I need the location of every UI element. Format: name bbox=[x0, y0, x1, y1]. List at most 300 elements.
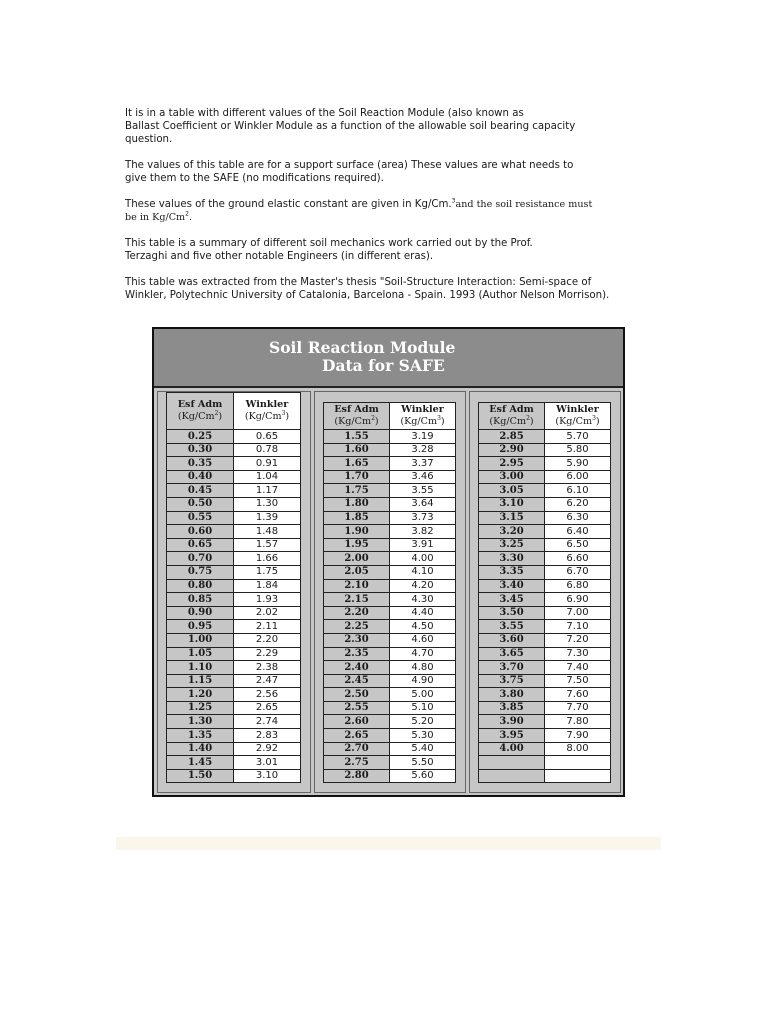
table-row bbox=[167, 769, 301, 783]
esf-adm-cell: 2.20 bbox=[324, 606, 390, 620]
esf-adm-cell: 0.55 bbox=[167, 511, 234, 525]
table-row bbox=[479, 497, 611, 511]
winkler-cell: 2.11 bbox=[234, 620, 301, 634]
esf-adm-cell: 3.20 bbox=[479, 525, 545, 539]
winkler-cell: 7.80 bbox=[545, 715, 611, 729]
table-row bbox=[324, 606, 456, 620]
header-winkler-unit-exp: 3 bbox=[592, 414, 596, 422]
header-esf-unit-close: ) bbox=[374, 416, 379, 427]
winkler-cell: 5.60 bbox=[390, 769, 456, 783]
winkler-cell: 0.65 bbox=[234, 430, 301, 444]
winkler-cell: 2.02 bbox=[234, 606, 301, 620]
winkler-cell: 3.91 bbox=[390, 538, 456, 552]
esf-adm-cell: 1.40 bbox=[167, 742, 234, 756]
table-row bbox=[479, 443, 611, 457]
table-row bbox=[324, 674, 456, 688]
table-row bbox=[479, 593, 611, 607]
header-esf-unit-base: (Kg/Cm bbox=[334, 416, 372, 427]
esf-adm-cell: 1.65 bbox=[324, 457, 390, 471]
winkler-cell: 2.92 bbox=[234, 742, 301, 756]
winkler-cell: 6.50 bbox=[545, 538, 611, 552]
winkler-cell: 2.47 bbox=[234, 674, 301, 688]
header-esf-unit-base: (Kg/Cm bbox=[177, 411, 215, 422]
table-row bbox=[324, 579, 456, 593]
intro-paragraph-5 bbox=[125, 276, 645, 302]
table-row bbox=[324, 443, 456, 457]
winkler-cell: 1.66 bbox=[234, 552, 301, 566]
esf-adm-cell: 3.80 bbox=[479, 688, 545, 702]
esf-adm-cell: 2.25 bbox=[324, 620, 390, 634]
winkler-cell: 3.19 bbox=[390, 430, 456, 444]
table-row bbox=[324, 511, 456, 525]
winkler-cell: 3.37 bbox=[390, 457, 456, 471]
soil-data-table bbox=[478, 402, 611, 783]
winkler-cell: 4.20 bbox=[390, 579, 456, 593]
bottom-band bbox=[116, 837, 661, 850]
table-row bbox=[324, 729, 456, 743]
figure-header bbox=[154, 329, 623, 388]
winkler-cell: 7.30 bbox=[545, 647, 611, 661]
table-row bbox=[324, 484, 456, 498]
winkler-cell: 2.38 bbox=[234, 661, 301, 675]
winkler-cell: 5.40 bbox=[390, 742, 456, 756]
winkler-cell: 4.00 bbox=[390, 552, 456, 566]
winkler-cell: 1.93 bbox=[234, 593, 301, 607]
esf-adm-cell: 2.55 bbox=[324, 701, 390, 715]
blank-esf-cell bbox=[479, 769, 545, 783]
winkler-cell: 3.10 bbox=[234, 769, 301, 783]
esf-adm-cell: 2.70 bbox=[324, 742, 390, 756]
esf-adm-cell: 1.30 bbox=[167, 715, 234, 729]
esf-adm-cell: 0.80 bbox=[167, 579, 234, 593]
table-row bbox=[479, 565, 611, 579]
header-esf-unit bbox=[324, 416, 389, 428]
winkler-cell: 3.01 bbox=[234, 756, 301, 770]
esf-adm-cell: 0.70 bbox=[167, 552, 234, 566]
table-row bbox=[324, 742, 456, 756]
table-header-row bbox=[324, 403, 456, 430]
header-winkler-unit-close: ) bbox=[285, 411, 290, 422]
header-esf-label: Esf Adm bbox=[177, 399, 223, 410]
blank-winkler-cell bbox=[545, 756, 611, 770]
esf-adm-cell: 2.75 bbox=[324, 756, 390, 770]
header-esf-unit bbox=[479, 416, 544, 428]
esf-adm-cell: 1.00 bbox=[167, 633, 234, 647]
winkler-cell: 7.20 bbox=[545, 633, 611, 647]
table-row bbox=[167, 470, 301, 484]
winkler-cell: 7.10 bbox=[545, 620, 611, 634]
header-esf-unit-base: (Kg/Cm bbox=[489, 416, 527, 427]
esf-adm-cell: 1.75 bbox=[324, 484, 390, 498]
esf-adm-cell: 3.00 bbox=[479, 470, 545, 484]
winkler-cell: 5.20 bbox=[390, 715, 456, 729]
winkler-cell: 3.73 bbox=[390, 511, 456, 525]
intro-paragraph-3 bbox=[125, 198, 645, 224]
esf-adm-cell: 3.15 bbox=[479, 511, 545, 525]
header-esf-unit-exp: 2 bbox=[526, 414, 530, 422]
esf-adm-cell: 2.65 bbox=[324, 729, 390, 743]
table-row bbox=[324, 552, 456, 566]
winkler-cell: 5.10 bbox=[390, 701, 456, 715]
winkler-cell: 1.17 bbox=[234, 484, 301, 498]
winkler-cell: 6.70 bbox=[545, 565, 611, 579]
table-header-row bbox=[167, 393, 301, 430]
table-row bbox=[167, 484, 301, 498]
table-panel-1 bbox=[157, 391, 311, 793]
table-row bbox=[167, 647, 301, 661]
header-esf-adm bbox=[167, 393, 234, 430]
table-row bbox=[479, 470, 611, 484]
table-row bbox=[324, 430, 456, 444]
winkler-cell: 3.46 bbox=[390, 470, 456, 484]
header-winkler-label: Winkler bbox=[401, 404, 444, 415]
esf-adm-cell: 1.85 bbox=[324, 511, 390, 525]
esf-adm-cell: 0.35 bbox=[167, 457, 234, 471]
header-winkler-unit bbox=[390, 416, 455, 428]
esf-adm-cell: 3.60 bbox=[479, 633, 545, 647]
esf-adm-cell: 0.60 bbox=[167, 525, 234, 539]
esf-adm-cell: 0.50 bbox=[167, 497, 234, 511]
winkler-cell: 7.50 bbox=[545, 674, 611, 688]
esf-adm-cell: 3.55 bbox=[479, 620, 545, 634]
table-row bbox=[324, 565, 456, 579]
header-esf-adm bbox=[324, 403, 390, 430]
winkler-cell: 1.39 bbox=[234, 511, 301, 525]
table-row bbox=[324, 688, 456, 702]
esf-adm-cell: 1.05 bbox=[167, 647, 234, 661]
winkler-cell: 4.80 bbox=[390, 661, 456, 675]
table-row bbox=[479, 647, 611, 661]
header-winkler-label: Winkler bbox=[245, 399, 289, 410]
winkler-cell: 7.90 bbox=[545, 729, 611, 743]
intro-p5-line2: Winkler, Polytechnic University of Catalonia, Barcelona - Spain. 1993 (Author Nelson Morrison). bbox=[125, 290, 610, 301]
header-winkler-unit-base: (Kg/Cm bbox=[555, 416, 593, 427]
table-row bbox=[167, 538, 301, 552]
esf-adm-cell: 1.80 bbox=[324, 497, 390, 511]
table-row bbox=[324, 756, 456, 770]
winkler-cell: 7.60 bbox=[545, 688, 611, 702]
table-row bbox=[167, 756, 301, 770]
header-winkler-unit bbox=[234, 411, 300, 423]
intro-p2-line1: The values of this table are for a support surface (area) These values are what needs to bbox=[125, 160, 574, 171]
header-esf-unit-close: ) bbox=[529, 416, 534, 427]
winkler-cell: 5.70 bbox=[545, 430, 611, 444]
table-row bbox=[324, 470, 456, 484]
header-winkler-unit-close: ) bbox=[595, 416, 600, 427]
header-esf-unit-close: ) bbox=[218, 411, 223, 422]
table-row bbox=[324, 661, 456, 675]
table-row bbox=[324, 593, 456, 607]
winkler-cell: 2.74 bbox=[234, 715, 301, 729]
winkler-cell: 6.00 bbox=[545, 470, 611, 484]
winkler-cell: 5.90 bbox=[545, 457, 611, 471]
winkler-cell: 4.40 bbox=[390, 606, 456, 620]
esf-adm-cell: 1.15 bbox=[167, 674, 234, 688]
winkler-cell: 1.84 bbox=[234, 579, 301, 593]
blank-winkler-cell bbox=[545, 769, 611, 783]
intro-p4-line2: Terzaghi and five other notable Engineers (in different eras). bbox=[125, 251, 434, 262]
esf-adm-cell: 1.90 bbox=[324, 525, 390, 539]
winkler-cell: 7.70 bbox=[545, 701, 611, 715]
header-winkler-unit-close: ) bbox=[440, 416, 445, 427]
esf-adm-cell: 1.20 bbox=[167, 688, 234, 702]
winkler-cell: 5.80 bbox=[545, 443, 611, 457]
winkler-cell: 1.30 bbox=[234, 497, 301, 511]
winkler-cell: 4.30 bbox=[390, 593, 456, 607]
header-esf-unit bbox=[167, 411, 233, 423]
table-row bbox=[479, 511, 611, 525]
esf-adm-cell: 2.80 bbox=[324, 769, 390, 783]
header-esf-adm bbox=[479, 403, 545, 430]
esf-adm-cell: 2.90 bbox=[479, 443, 545, 457]
winkler-cell: 5.00 bbox=[390, 688, 456, 702]
table-row bbox=[479, 661, 611, 675]
winkler-cell: 2.29 bbox=[234, 647, 301, 661]
table-row bbox=[479, 620, 611, 634]
table-row bbox=[479, 688, 611, 702]
table-row bbox=[324, 457, 456, 471]
winkler-cell: 3.28 bbox=[390, 443, 456, 457]
winkler-cell: 1.04 bbox=[234, 470, 301, 484]
esf-adm-cell: 3.05 bbox=[479, 484, 545, 498]
winkler-cell: 5.30 bbox=[390, 729, 456, 743]
esf-adm-cell: 3.50 bbox=[479, 606, 545, 620]
winkler-cell: 3.64 bbox=[390, 497, 456, 511]
table-row bbox=[167, 552, 301, 566]
esf-adm-cell: 3.25 bbox=[479, 538, 545, 552]
winkler-cell: 6.90 bbox=[545, 593, 611, 607]
intro-p1-line2: Ballast Coefficient or Winkler Module as a function of the allowable soil bearing capacity bbox=[125, 121, 576, 132]
winkler-cell: 2.83 bbox=[234, 729, 301, 743]
winkler-cell: 7.40 bbox=[545, 661, 611, 675]
winkler-cell: 1.48 bbox=[234, 525, 301, 539]
esf-adm-cell: 0.25 bbox=[167, 430, 234, 444]
header-esf-unit-exp: 2 bbox=[371, 414, 375, 422]
esf-adm-cell: 0.75 bbox=[167, 565, 234, 579]
esf-adm-cell: 1.10 bbox=[167, 661, 234, 675]
table-row bbox=[167, 633, 301, 647]
table-row bbox=[167, 606, 301, 620]
esf-adm-cell: 3.70 bbox=[479, 661, 545, 675]
header-winkler-unit-exp: 3 bbox=[437, 414, 441, 422]
esf-adm-cell: 0.45 bbox=[167, 484, 234, 498]
table-row bbox=[324, 715, 456, 729]
winkler-cell: 4.70 bbox=[390, 647, 456, 661]
soil-reaction-table-figure bbox=[152, 327, 625, 797]
esf-adm-cell: 0.40 bbox=[167, 470, 234, 484]
esf-adm-cell: 2.15 bbox=[324, 593, 390, 607]
table-row bbox=[167, 443, 301, 457]
winkler-cell: 6.80 bbox=[545, 579, 611, 593]
winkler-cell: 4.50 bbox=[390, 620, 456, 634]
table-row bbox=[167, 579, 301, 593]
esf-adm-cell: 1.45 bbox=[167, 756, 234, 770]
table-row bbox=[167, 701, 301, 715]
table-row bbox=[167, 688, 301, 702]
table-row bbox=[167, 729, 301, 743]
esf-adm-cell: 3.75 bbox=[479, 674, 545, 688]
winkler-cell: 4.10 bbox=[390, 565, 456, 579]
table-row bbox=[479, 729, 611, 743]
intro-p3-sup1: 3 bbox=[451, 197, 456, 205]
intro-p3-a: These values of the ground elastic constant are given in Kg/Cm. bbox=[125, 199, 452, 210]
esf-adm-cell: 0.90 bbox=[167, 606, 234, 620]
esf-adm-cell: 1.35 bbox=[167, 729, 234, 743]
winkler-cell: 6.40 bbox=[545, 525, 611, 539]
esf-adm-cell: 1.25 bbox=[167, 701, 234, 715]
esf-adm-cell: 0.65 bbox=[167, 538, 234, 552]
table-row bbox=[167, 742, 301, 756]
esf-adm-cell: 3.30 bbox=[479, 552, 545, 566]
winkler-cell: 6.60 bbox=[545, 552, 611, 566]
soil-data-table bbox=[323, 402, 456, 783]
esf-adm-cell: 2.00 bbox=[324, 552, 390, 566]
winkler-cell: 8.00 bbox=[545, 742, 611, 756]
esf-adm-cell: 2.10 bbox=[324, 579, 390, 593]
soil-data-table bbox=[166, 392, 301, 783]
esf-adm-cell: 3.90 bbox=[479, 715, 545, 729]
intro-paragraph-1 bbox=[125, 107, 645, 146]
header-winkler-unit bbox=[545, 416, 610, 428]
winkler-cell: 6.10 bbox=[545, 484, 611, 498]
intro-p3-d: . bbox=[188, 212, 193, 223]
table-row bbox=[167, 565, 301, 579]
intro-p3-sup2: 2 bbox=[185, 210, 189, 218]
winkler-cell: 2.20 bbox=[234, 633, 301, 647]
esf-adm-cell: 3.10 bbox=[479, 497, 545, 511]
table-row bbox=[167, 593, 301, 607]
esf-adm-cell: 3.35 bbox=[479, 565, 545, 579]
winkler-cell: 6.30 bbox=[545, 511, 611, 525]
esf-adm-cell: 2.40 bbox=[324, 661, 390, 675]
winkler-cell: 4.60 bbox=[390, 633, 456, 647]
blank-row bbox=[479, 756, 611, 770]
figure-title-line2: Data for SAFE bbox=[322, 356, 445, 375]
esf-adm-cell: 1.70 bbox=[324, 470, 390, 484]
intro-p3-c: be in Kg/Cm bbox=[125, 212, 186, 223]
header-winkler bbox=[545, 403, 611, 430]
esf-adm-cell: 1.60 bbox=[324, 443, 390, 457]
esf-adm-cell: 0.85 bbox=[167, 593, 234, 607]
header-winkler-unit-exp: 3 bbox=[281, 409, 286, 417]
esf-adm-cell: 3.95 bbox=[479, 729, 545, 743]
winkler-cell: 2.56 bbox=[234, 688, 301, 702]
esf-adm-cell: 3.45 bbox=[479, 593, 545, 607]
table-row bbox=[324, 701, 456, 715]
intro-text bbox=[125, 107, 645, 315]
esf-adm-cell: 0.30 bbox=[167, 443, 234, 457]
winkler-cell: 1.75 bbox=[234, 565, 301, 579]
esf-adm-cell: 2.50 bbox=[324, 688, 390, 702]
table-row bbox=[479, 525, 611, 539]
table-row bbox=[479, 633, 611, 647]
esf-adm-cell: 1.50 bbox=[167, 769, 234, 783]
header-winkler-unit-base: (Kg/Cm bbox=[244, 411, 282, 422]
table-row bbox=[167, 674, 301, 688]
table-row bbox=[479, 538, 611, 552]
figure-title-line1: Soil Reaction Module bbox=[269, 338, 456, 357]
esf-adm-cell: 2.60 bbox=[324, 715, 390, 729]
esf-adm-cell: 2.35 bbox=[324, 647, 390, 661]
esf-adm-cell: 3.65 bbox=[479, 647, 545, 661]
winkler-cell: 2.65 bbox=[234, 701, 301, 715]
intro-p4-line1: This table is a summary of different soil mechanics work carried out by the Prof. bbox=[125, 238, 533, 249]
winkler-cell: 5.50 bbox=[390, 756, 456, 770]
table-panel-3 bbox=[469, 391, 621, 793]
table-panel-2 bbox=[314, 391, 466, 793]
esf-adm-cell: 1.95 bbox=[324, 538, 390, 552]
blank-row bbox=[479, 769, 611, 783]
table-row bbox=[479, 715, 611, 729]
table-header-row bbox=[479, 403, 611, 430]
table-row bbox=[479, 674, 611, 688]
table-row bbox=[479, 430, 611, 444]
header-esf-unit-exp: 2 bbox=[214, 409, 219, 417]
table-row bbox=[167, 430, 301, 444]
esf-adm-cell: 3.85 bbox=[479, 701, 545, 715]
table-row bbox=[479, 742, 611, 756]
table-row bbox=[167, 525, 301, 539]
table-row bbox=[167, 497, 301, 511]
esf-adm-cell: 2.30 bbox=[324, 633, 390, 647]
header-esf-label: Esf Adm bbox=[489, 404, 534, 415]
table-row bbox=[479, 484, 611, 498]
table-row bbox=[324, 497, 456, 511]
table-row bbox=[324, 525, 456, 539]
esf-adm-cell: 2.95 bbox=[479, 457, 545, 471]
table-row bbox=[167, 511, 301, 525]
winkler-cell: 0.78 bbox=[234, 443, 301, 457]
blank-esf-cell bbox=[479, 756, 545, 770]
table-row bbox=[479, 606, 611, 620]
winkler-cell: 6.20 bbox=[545, 497, 611, 511]
table-row bbox=[479, 457, 611, 471]
header-winkler bbox=[390, 403, 456, 430]
esf-adm-cell: 2.85 bbox=[479, 430, 545, 444]
intro-paragraph-4 bbox=[125, 237, 645, 263]
intro-p2-line2: give them to the SAFE (no modifications required). bbox=[125, 173, 384, 184]
intro-p5-line1: This table was extracted from the Master's thesis "Soil-Structure Interaction: Semi-space of bbox=[125, 277, 592, 288]
esf-adm-cell: 2.05 bbox=[324, 565, 390, 579]
esf-adm-cell: 4.00 bbox=[479, 742, 545, 756]
table-row bbox=[167, 715, 301, 729]
table-row bbox=[479, 579, 611, 593]
winkler-cell: 7.00 bbox=[545, 606, 611, 620]
table-row bbox=[167, 661, 301, 675]
table-row bbox=[324, 538, 456, 552]
table-row bbox=[479, 701, 611, 715]
header-winkler-unit-base: (Kg/Cm bbox=[400, 416, 438, 427]
table-row bbox=[479, 552, 611, 566]
intro-p1-line1: It is in a table with different values of the Soil Reaction Module (also known as bbox=[125, 108, 524, 119]
header-winkler bbox=[234, 393, 301, 430]
table-row bbox=[324, 647, 456, 661]
winkler-cell: 4.90 bbox=[390, 674, 456, 688]
winkler-cell: 1.57 bbox=[234, 538, 301, 552]
table-row bbox=[167, 457, 301, 471]
table-row bbox=[324, 620, 456, 634]
esf-adm-cell: 1.55 bbox=[324, 430, 390, 444]
esf-adm-cell: 0.95 bbox=[167, 620, 234, 634]
intro-paragraph-2 bbox=[125, 159, 645, 185]
header-winkler-label: Winkler bbox=[556, 404, 599, 415]
winkler-cell: 3.55 bbox=[390, 484, 456, 498]
winkler-cell: 3.82 bbox=[390, 525, 456, 539]
esf-adm-cell: 2.45 bbox=[324, 674, 390, 688]
esf-adm-cell: 3.40 bbox=[479, 579, 545, 593]
table-row bbox=[324, 633, 456, 647]
intro-p1-line3: question. bbox=[125, 134, 173, 145]
